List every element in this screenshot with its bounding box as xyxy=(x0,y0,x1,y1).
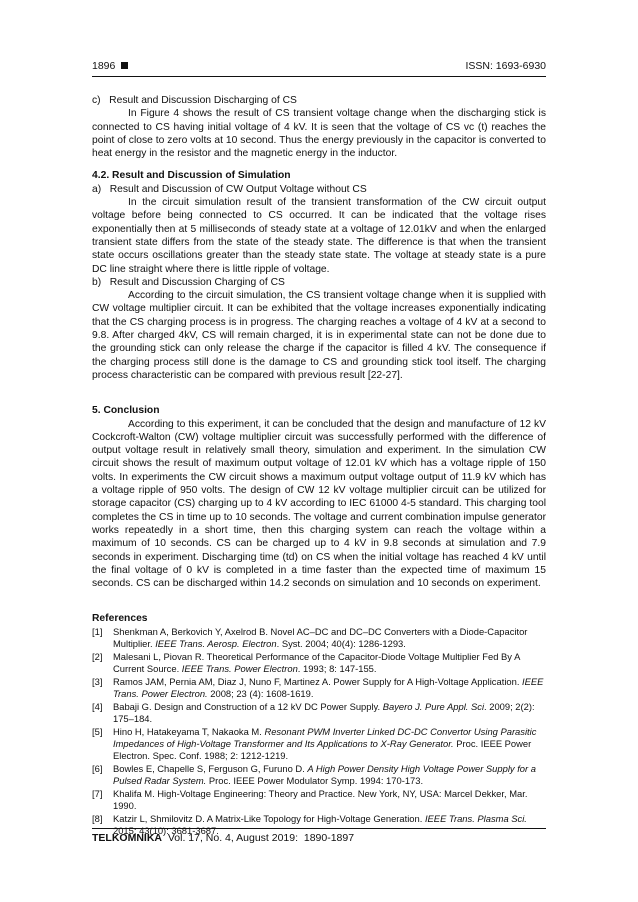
page-number-group xyxy=(92,60,128,72)
references-heading: References xyxy=(92,613,148,625)
subsection-c-title: c) Result and Discussion Discharging of CS xyxy=(92,95,297,106)
page-body xyxy=(92,94,546,838)
issn-label: ISSN: 1693-6930 xyxy=(465,60,546,72)
subsection-b-title: b) Result and Discussion Charging of CS xyxy=(92,276,285,288)
subsection-c-paragraph: In Figure 4 shows the result of CS transient voltage change when the discharging stick is connected to CS having initial voltage of 4 kV. It is seen that the voltage of CS vc (t) reaches the point of close to zero volts at 10 second. Thus the energy previously in the capacitor is converted to heat energy in the resistor and the magnetic energy in the inductor. xyxy=(92,108,546,160)
reference-item: [8] Katzir L, Shmilovitz D. A Matrix-Like Topology for High-Voltage Generation. IEEE Trans. Plasma Sci. 2015; 43(10): 3681-3687. xyxy=(92,812,527,836)
section-4-2-heading: 4.2. Result and Discussion of Simulation xyxy=(92,170,291,182)
reference-list xyxy=(92,626,546,837)
reference-item: [2] Malesani L, Piovan R. Theoretical Performance of the Capacitor-Diode Voltage Multiplier Fed By A Current Source. IEEE Trans. Power Electron. 1993; 8: 147-155. xyxy=(92,650,520,674)
reference-item: [7] Khalifa M. High-Voltage Engineering: Theory and Practice. New York, NY, USA: Marcel Dekker, Mar. 1990. xyxy=(92,787,528,811)
subsection-a-title: a) Result and Discussion of CW Output Voltage without CS xyxy=(92,183,367,195)
reference-item: [4] Babaji G. Design and Construction of a 12 kV DC Power Supply. Bayero J. Pure Appl. Sci. 2009; 2(2): 175–184. xyxy=(92,700,535,724)
reference-item: [6] Bowles E, Chapelle S, Ferguson G, Furuno D. A High Power Density High Voltage Power Supply for a Pulsed Radar System. Proc. IEEE Power Modulator Symp. 1994: 170-173. xyxy=(92,762,536,786)
journal-name: TELKOMNIKA xyxy=(92,832,162,844)
reference-item: [3] Ramos JAM, Pernia AM, Diaz J, Nuno F, Martinez A. Power Supply for A High-Voltage Application. IEEE Trans. Power Electron. 2008; 23 (4): 1608-1619. xyxy=(92,675,544,699)
conclusion-heading: 5. Conclusion xyxy=(92,405,160,417)
reference-item: [1] Shenkman A, Berkovich Y, Axelrod B. Novel AC–DC and DC–DC Converters with a Diode-Capacitor Multiplier. IEEE Trans. Aerosp. Electron. Syst. 2004; 40(4): 1286-1293. xyxy=(92,625,528,649)
square-bullet-icon xyxy=(121,62,128,69)
conclusion-paragraph: According to this experiment, it can be concluded that the design and manufacture of 12 kV Cockcroft-Walton (CW) voltage multiplier circuit was successfully performed with the difference of output voltage result in relatively small theory, simulation and experiment. In the simulation CW circuit shows the result of maximum output voltage of 12.01 kV which has a voltage ripple of 150 volts. In experiments the CW circuit shows a maximum output voltage output of 11.9 kV which has a voltage ripple of 950 volts. The design of CW 12 kV voltage multiplier circuit can be utilized for storage capacitor (CS) charging up to 4 kV according to IEC 61000 4-5 standard. This charging tool completes the CS in time up to 10 seconds. The voltage and current combination impulse generator works repeatedly in a short time, then this charging system can reach the voltage within a maximum of 10 seconds. CS can be charged up to 4 kV in 9.8 seconds at simulation and 7.9 seconds in experiment. Discharging time (td) on CS when the initial voltage has reached 4 kV until the final voltage of 0 kV is completed in a time faster than the expected time of maximum 15 seconds. CS can be discharged within 14.2 seconds on simulation and 10 seconds on experiment. xyxy=(92,418,546,590)
running-footer xyxy=(92,832,354,844)
subsection-a-paragraph: In the circuit simulation result of the transient transformation of the CW circuit output voltage before being connected to CS occurred. It can be indicated that the voltage rises exponentially then at 5 milliseconds of steady state at a voltage of 12.01kV and when the enlarged transient state differs from the state of the steady state. The difference is that when the transient state occurs oscillations greater than the steady state state. The voltage at steady state is a pure DC line straight where there is little ripple of voltage. xyxy=(92,197,546,275)
journal-citation: Vol. 17, No. 4, August 2019: 1890-1897 xyxy=(167,832,355,844)
running-header xyxy=(92,60,546,76)
page-number: 1896 xyxy=(92,60,116,72)
footer-rule xyxy=(92,828,546,829)
reference-item: [5] Hino H, Hatakeyama T, Nakaoka M. Resonant PWM Inverter Linked DC-DC Convertor Using Parasitic Impedances of High-Voltage Transformer and Its Applications to X-Ray Generator. Proc. IEEE Power Electron. Spec. Conf. 1988; 2: 1212-1219. xyxy=(92,725,537,761)
subsection-b-paragraph: According to the circuit simulation, the CS transient voltage change when it is supplied with CW voltage multiplier circuit. It can be exhibited that the voltage increases exponentially indicating that the CS charging process is in progress. The charging reaches a voltage of 4 kV at a second to 9.8. After charged 4kV, CS will remain charged, it is in experimental state can not be done due to the grounding stick can only release the charge if the capacitor is filled 4 kV. The consequence if the charging process still done is the damage to CS and grounding stick tool itself. The charging process characteristic can be compared with previous result [22-27]. xyxy=(92,290,546,381)
header-rule xyxy=(92,76,546,77)
